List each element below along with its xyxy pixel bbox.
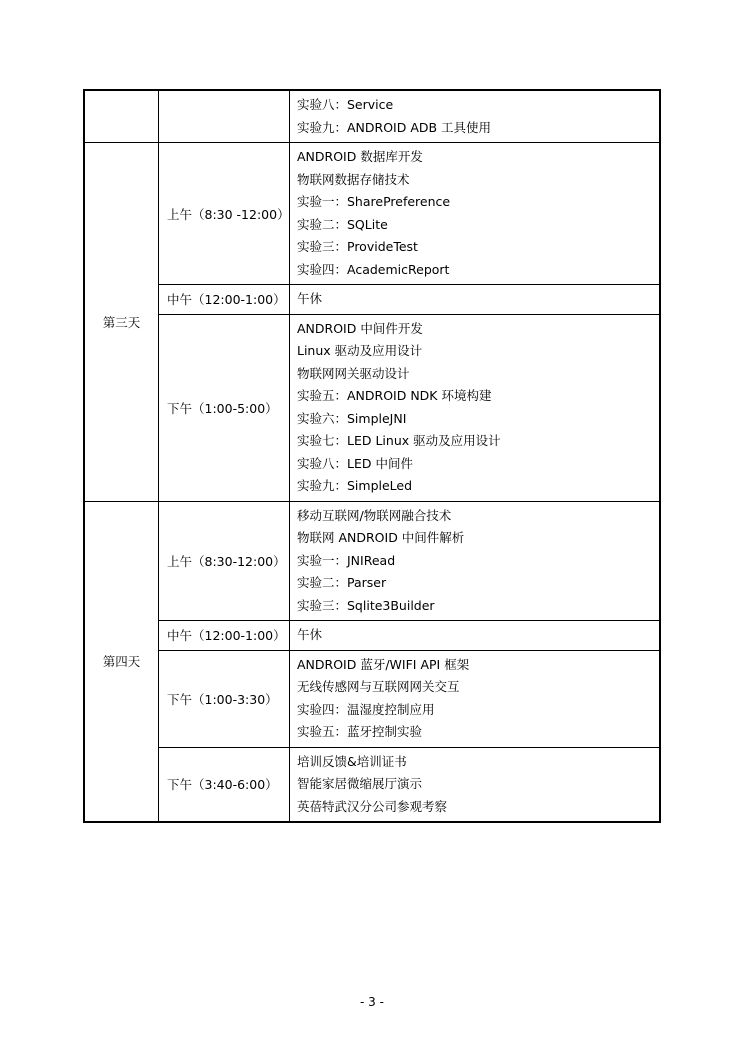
table-row bbox=[84, 747, 660, 822]
page-number: - 3 - bbox=[360, 995, 384, 1009]
content-line: 实验一：JNIRead bbox=[297, 552, 396, 568]
content-line: 实验九：SimpleLed bbox=[297, 478, 413, 493]
content-cell bbox=[290, 501, 661, 621]
table-row bbox=[84, 285, 660, 315]
content-cell bbox=[290, 747, 661, 822]
content-line: 实验九：ANDROID ADB 工具使用 bbox=[297, 119, 492, 135]
content-line: 移动互联网/物联网融合技术 bbox=[297, 507, 452, 523]
content-line: 物联网数据存储技术 bbox=[297, 171, 410, 187]
content-line: 智能家居微缩展厅演示 bbox=[297, 776, 423, 791]
content-line: 物联网 ANDROID 中间件解析 bbox=[297, 530, 465, 545]
content-line: 物联网网关驱动设计 bbox=[297, 365, 410, 381]
schedule-table bbox=[83, 89, 661, 823]
time-cell: 上午（8:30-12:00） bbox=[159, 501, 290, 621]
content-line: 实验七：LED Linux 驱动及应用设计 bbox=[297, 433, 501, 448]
content-line: 英蓓特武汉分公司参观考察 bbox=[297, 798, 448, 814]
time-cell: 上午（8:30 -12:00） bbox=[159, 143, 290, 285]
content-line: ANDROID 中间件开发 bbox=[297, 320, 423, 336]
content-cell bbox=[290, 285, 661, 315]
content-line: 实验三：ProvideTest bbox=[297, 239, 418, 254]
content-line: 实验五：ANDROID NDK 环境构建 bbox=[297, 388, 492, 403]
content-line: 实验三：Sqlite3Builder bbox=[297, 597, 435, 613]
table-row bbox=[84, 650, 660, 747]
content-line: Linux 驱动及应用设计 bbox=[297, 343, 423, 358]
content-line: 实验一：SharePreference bbox=[297, 194, 451, 209]
time-cell: 中午（12:00-1:00） bbox=[159, 285, 290, 315]
content-cell bbox=[290, 90, 661, 143]
day-cell: 第三天 bbox=[84, 143, 159, 502]
content-line: 午休 bbox=[297, 627, 323, 642]
table-row bbox=[84, 143, 660, 285]
table-row bbox=[84, 90, 660, 143]
content-line: 实验二：SQLite bbox=[297, 216, 388, 232]
content-line: 午休 bbox=[297, 291, 323, 306]
time-cell: 下午（1:00-3:30） bbox=[159, 650, 290, 747]
content-cell bbox=[290, 650, 661, 747]
content-line: 实验五：蓝牙控制实验 bbox=[297, 724, 423, 739]
content-line: ANDROID 数据库开发 bbox=[297, 149, 423, 164]
content-line: 实验四：AcademicReport bbox=[297, 261, 450, 277]
table-row bbox=[84, 501, 660, 621]
content-line: 实验四：温湿度控制应用 bbox=[297, 701, 435, 717]
content-line: 实验二：Parser bbox=[297, 575, 387, 590]
content-line: 无线传感网与互联网网关交互 bbox=[297, 679, 460, 694]
content-cell bbox=[290, 314, 661, 501]
content-cell bbox=[290, 621, 661, 651]
day-cell: 第四天 bbox=[84, 501, 159, 822]
day-cell bbox=[84, 90, 159, 143]
time-cell bbox=[159, 90, 290, 143]
content-line: 实验六：SimpleJNI bbox=[297, 410, 407, 426]
table-row bbox=[84, 621, 660, 651]
content-line: 实验八：LED 中间件 bbox=[297, 455, 413, 471]
time-cell: 下午（1:00-5:00） bbox=[159, 314, 290, 501]
content-line: 培训反馈&培训证书 bbox=[297, 753, 407, 769]
time-cell: 中午（12:00-1:00） bbox=[159, 621, 290, 651]
content-line: 实验八：Service bbox=[297, 97, 394, 112]
content-line: ANDROID 蓝牙/WIFI API 框架 bbox=[297, 656, 470, 672]
time-cell: 下午（3:40-6:00） bbox=[159, 747, 290, 822]
content-cell bbox=[290, 143, 661, 285]
table-row bbox=[84, 314, 660, 501]
